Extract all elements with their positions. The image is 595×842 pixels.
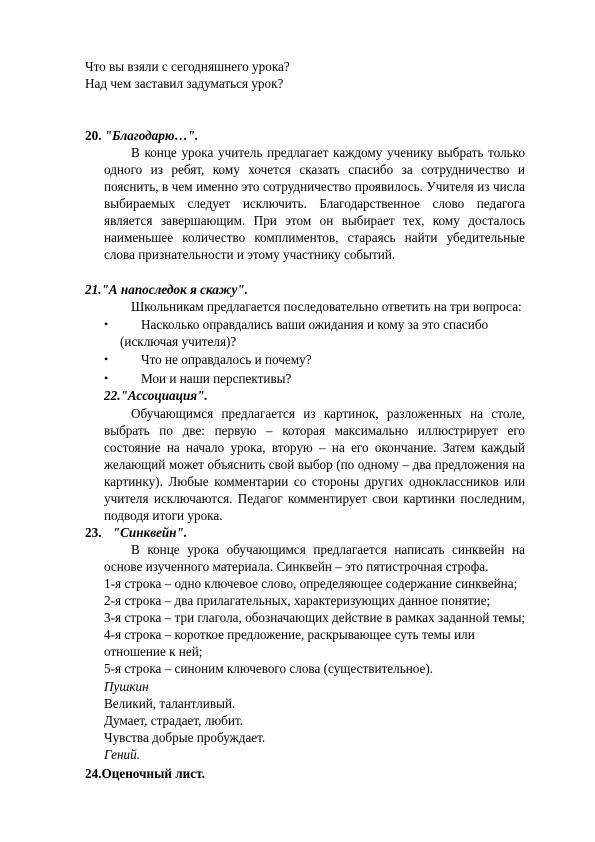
s23-line: 5-я строка – синоним ключевого слова (существительное).: [104, 661, 434, 676]
s20-line: пояснить, в чем именно это сотрудничество проявилось. Учителя из числа: [104, 179, 525, 194]
s23-line: 2-я строка – два прилагательных, характеризующих данное понятие;: [104, 593, 491, 608]
section-24-title: 24.Оценочный лист.: [85, 766, 205, 781]
poem-title: Пушкин: [104, 679, 149, 694]
s23-line: отношение к ней;: [104, 644, 203, 659]
s22-line: картинку). Любые комментарии со стороны других одноклассников или: [104, 474, 525, 489]
s23-line: основе изученного материала. Синквейн – это пятистрочная строфа.: [104, 559, 489, 574]
section-20-title: "Благодарю…".: [104, 128, 199, 143]
intro-line-2: Над чем заставил задуматься урок?: [85, 76, 284, 91]
section-20-heading: [85, 127, 198, 144]
s23-line: 1-я строка – одно ключевое слово, определяющее содержание синквейна;: [104, 576, 518, 591]
s21-item: Насколько оправдались ваши ожидания и кому за это спасибо: [141, 317, 489, 332]
poem-ending: Гений.: [104, 747, 140, 762]
s20-line: является завершающим. При этом он выбирает тех, кому досталось: [104, 213, 525, 228]
s22-line: учителя исключаются. Педагог комментирует свои картинки последним,: [104, 491, 525, 506]
s22-line: подводя итоги урока.: [104, 508, 223, 523]
section-20-number: 20.: [85, 128, 102, 143]
s20-line: наименьшее количество комплиментов, стараясь найти убедительные: [104, 230, 525, 245]
section-23-title: "Синквейн".: [112, 525, 188, 540]
s20-line: В конце урока учитель предлагает каждому ученику выбрать только: [131, 145, 525, 160]
s21-item: Мои и наши перспективы?: [141, 371, 292, 386]
section-22-title: 22."Ассоциация".: [104, 388, 208, 403]
s22-line: желающий может объяснить свой выбор (по одному – два предложения на: [104, 457, 525, 472]
s22-line: состояние на начало урока, вторую – на его окончание. Затем каждый: [104, 440, 525, 455]
poem-line: Думает, страдает, любит.: [104, 713, 244, 728]
section-23-number: 23.: [85, 525, 102, 540]
s22-line: выбрать по две: первую – которая максимально иллюстрирует его: [104, 423, 525, 438]
poem-line: Великий, талантливый.: [104, 696, 236, 711]
s21-item: Что не оправдалось и почему?: [141, 352, 312, 367]
poem-line: Чувства добрые пробуждает.: [104, 730, 266, 745]
bullet-icon: •: [104, 352, 109, 366]
section-21-title: 21."А напоследок я скажу".: [85, 282, 248, 297]
s23-line: 3-я строка – три глагола, обозначающих действие в рамках заданной темы;: [104, 610, 526, 625]
section-23-heading: [85, 524, 187, 541]
s23-line: 4-я строка – короткое предложение, раскрывающее суть темы или: [104, 627, 475, 642]
s20-line: выбираемых следует исключить. Благодарственное слово педагога: [104, 196, 525, 211]
s20-line: слова признательности и этому участнику событий.: [104, 247, 396, 262]
bullet-icon: •: [104, 317, 109, 331]
bullet-icon: •: [104, 371, 109, 385]
s21-intro: Школьникам предлагается последовательно ответить на три вопроса:: [131, 299, 522, 314]
s23-line: В конце урока обучающимся предлагается написать синквейн на: [131, 542, 525, 557]
s21-item-cont: (исключая учителя)?: [120, 334, 237, 349]
s22-line: Обучающимся предлагается из картинок, разложенных на столе,: [131, 406, 525, 421]
s20-line: одного из ребят, кому хочется сказать спасибо за сотрудничество и: [104, 162, 525, 177]
intro-line-1: Что вы взяли с сегодняшнего урока?: [85, 59, 290, 74]
